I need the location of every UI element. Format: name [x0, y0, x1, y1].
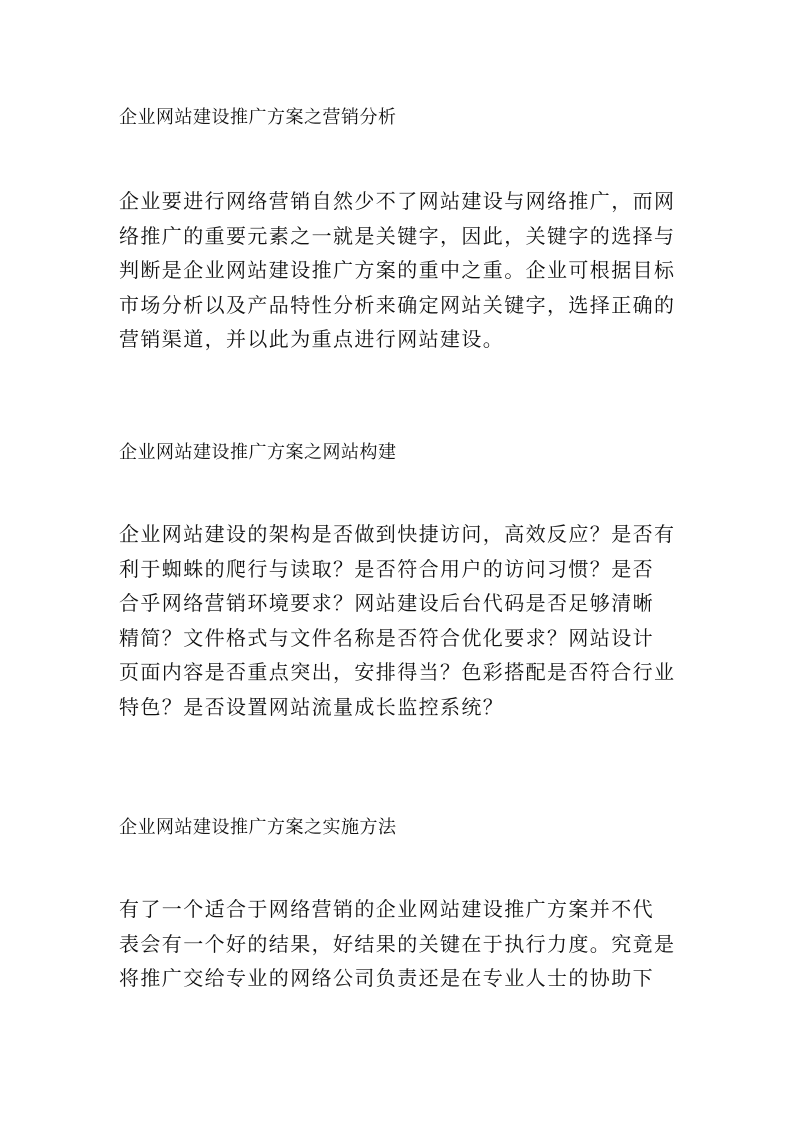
document-page — [119, 0, 675, 1123]
paragraph-line: 页面内容是否重点突出，安排得当？色彩搭配是否符合行业 — [119, 660, 676, 684]
paragraph-line: 表会有一个好的结果，好结果的关键在于执行力度。究竟是 — [119, 931, 676, 956]
paragraph-line: 企业网站建设的架构是否做到快捷访问，高效反应？是否有 — [119, 522, 676, 546]
section-heading-marketing-analysis: 企业网站建设推广方案之营销分析 — [119, 107, 397, 128]
paragraph-line: 将推广交给专业的网络公司负责还是在专业人士的协助下 — [119, 966, 654, 990]
paragraph-line: 特色？是否设置网站流量成长监控系统？ — [119, 694, 505, 719]
paragraph-line: 络推广的重要元素之一就是关键字，因此，关键字的选择与 — [119, 223, 676, 248]
paragraph-line: 利于蜘蛛的爬行与读取？是否符合用户的访问习惯？是否 — [119, 556, 654, 581]
paragraph-line: 有了一个适合于网络营销的企业网站建设推广方案并不代 — [119, 897, 654, 921]
paragraph-line: 精简？文件格式与文件名称是否符合优化要求？网站设计 — [119, 625, 654, 650]
paragraph-marketing-analysis — [119, 184, 679, 357]
section-heading-implementation: 企业网站建设推广方案之实施方法 — [119, 817, 397, 838]
paragraph-line: 市场分析以及产品特性分析来确定网站关键字，选择正确的 — [119, 292, 676, 317]
paragraph-implementation — [119, 892, 679, 996]
section-heading-site-construction: 企业网站建设推广方案之网站构建 — [119, 442, 397, 463]
paragraph-line: 企业要进行网络营销自然少不了网站建设与网络推广，而网 — [119, 189, 676, 213]
paragraph-line: 判断是企业网站建设推广方案的重中之重。企业可根据目标 — [119, 258, 676, 282]
paragraph-site-construction — [119, 517, 679, 724]
paragraph-line: 合乎网络营销环境要求？网站建设后台代码是否足够清晰 — [119, 591, 654, 615]
paragraph-line: 营销渠道，并以此为重点进行网站建设。 — [119, 327, 505, 351]
